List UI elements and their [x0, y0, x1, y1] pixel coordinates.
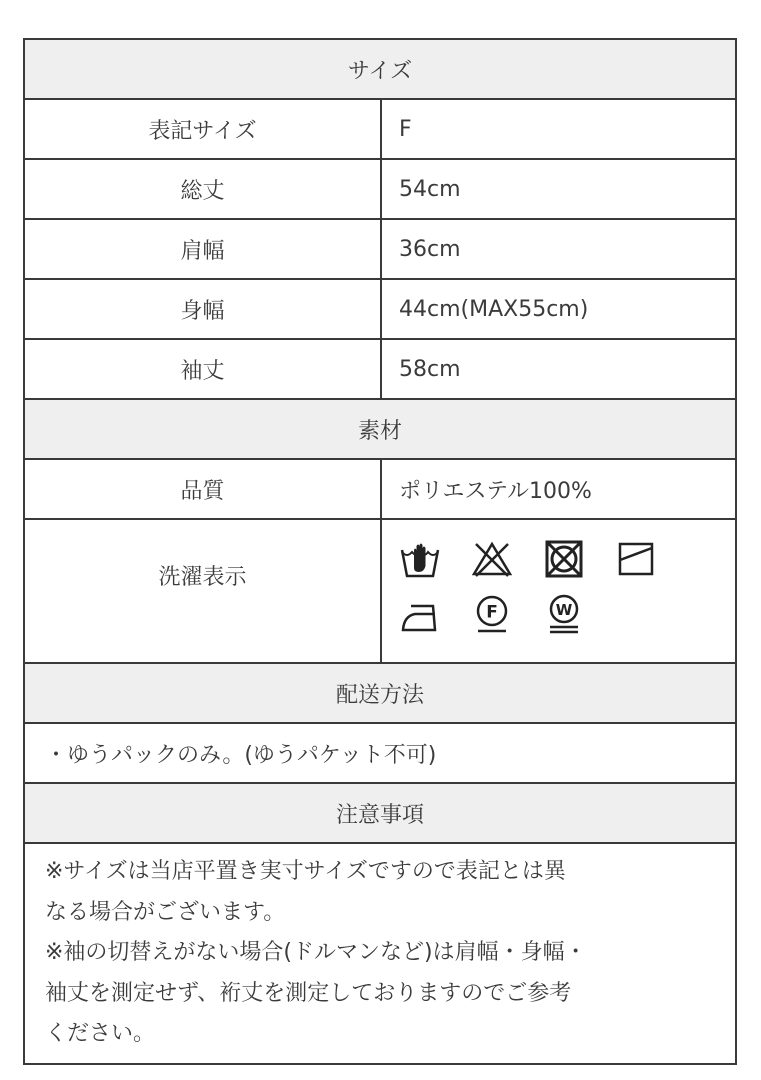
- product-spec-table: [23, 38, 737, 1065]
- row-label-quality: 品質: [25, 460, 382, 518]
- section-header-size-label: サイズ: [347, 58, 413, 84]
- section-header-size: [25, 40, 735, 100]
- row-value-quality: ポリエステル100%: [399, 478, 592, 504]
- section-header-shipping: [25, 664, 735, 724]
- wet-clean-w-icon: [543, 594, 585, 636]
- hand-wash-icon: [399, 538, 441, 580]
- table-row: [25, 280, 735, 340]
- do-not-tumble-dry-icon: [543, 538, 585, 580]
- care-icons-cell: [382, 520, 735, 662]
- row-value-body-width: 44cm(MAX55cm): [399, 296, 589, 322]
- row-value-shoulder-width: 36cm: [399, 236, 461, 262]
- section-header-material-label: 素材: [357, 418, 402, 444]
- section-header-notes: [25, 784, 735, 844]
- table-row: [25, 460, 735, 520]
- section-header-shipping-label: 配送方法: [335, 682, 424, 708]
- line-dry-icon: [615, 538, 657, 580]
- row-value-sleeve-length: 58cm: [399, 356, 461, 382]
- table-row: [25, 100, 735, 160]
- care-icons-row-2: [399, 594, 585, 636]
- care-icons-row-1: [399, 538, 657, 580]
- table-row: [25, 340, 735, 400]
- row-label-care: 洗濯表示: [25, 520, 382, 662]
- row-label-total-length: 総丈: [25, 160, 382, 218]
- svg-text:F: F: [486, 602, 498, 623]
- row-value-display-size: F: [399, 116, 412, 142]
- row-label-sleeve-length: 袖丈: [25, 340, 382, 398]
- note-line: ください。: [45, 1021, 156, 1046]
- do-not-bleach-icon: [471, 538, 513, 580]
- row-label-shoulder-width: 肩幅: [25, 220, 382, 278]
- section-header-notes-label: 注意事項: [335, 802, 424, 828]
- iron-low-icon: [399, 594, 441, 636]
- note-line: 袖丈を測定せず、裄丈を測定しておりますのでご参考: [45, 980, 572, 1006]
- notes-text: [25, 844, 735, 1063]
- svg-text:W: W: [555, 601, 573, 619]
- shipping-method-text: ・ゆうパックのみ。(ゆうパケット不可): [25, 724, 735, 784]
- table-row: [25, 220, 735, 280]
- section-header-material: [25, 400, 735, 460]
- row-value-total-length: 54cm: [399, 176, 461, 202]
- note-line: ※袖の切替えがない場合(ドルマンなど)は肩幅・身幅・: [45, 940, 587, 965]
- note-line: ※サイズは当店平置き実寸サイズですので表記とは異: [45, 859, 566, 884]
- table-row-care: [25, 520, 735, 664]
- dry-clean-f-icon: [471, 594, 513, 636]
- row-label-body-width: 身幅: [25, 280, 382, 338]
- table-row: [25, 160, 735, 220]
- row-label-display-size: 表記サイズ: [25, 100, 382, 158]
- note-line: なる場合がございます。: [45, 899, 286, 925]
